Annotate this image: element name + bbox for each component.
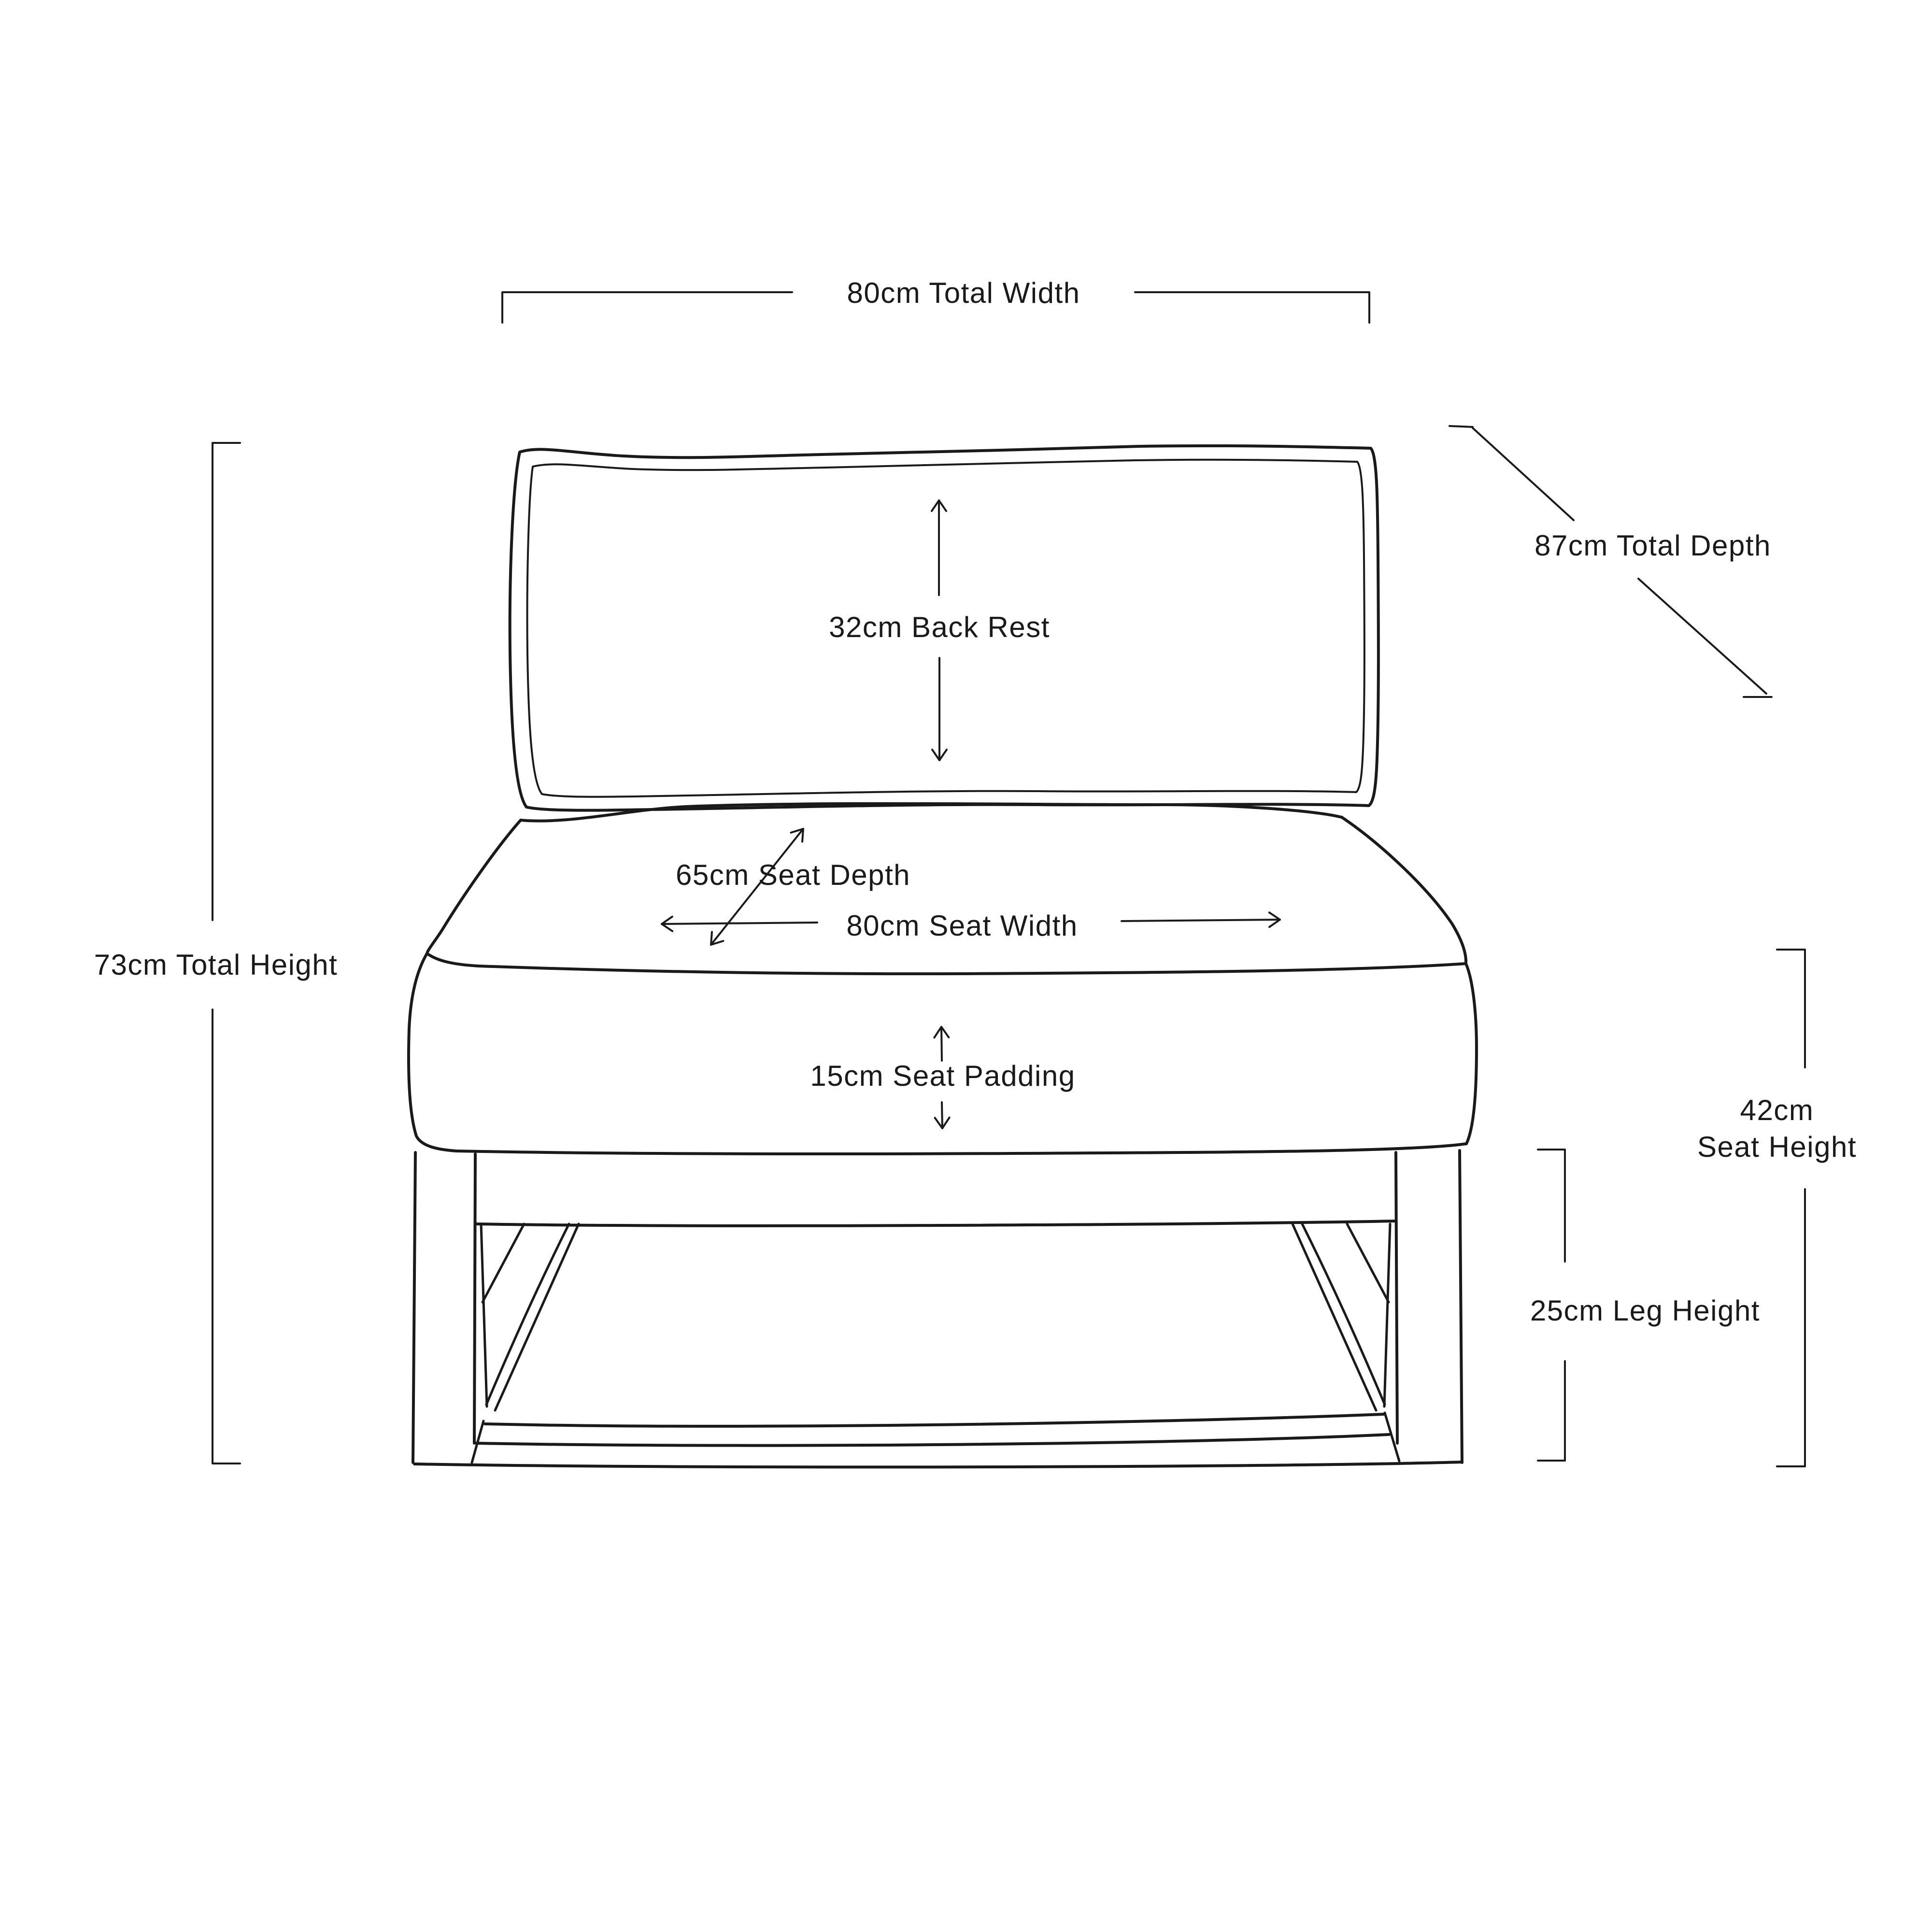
seat-padding-label: 15cm Seat Padding (810, 1060, 1076, 1092)
frame-right-post-inner (1396, 1152, 1397, 1443)
total-width-annotation (502, 277, 1369, 323)
frame-left-inner-face (481, 1224, 487, 1406)
seat-width-label: 80cm Seat Width (846, 909, 1078, 942)
total-depth-tick-top (1449, 426, 1473, 427)
leg-height-annotation (1530, 1150, 1760, 1461)
total-depth-diagonal-top (1473, 428, 1574, 520)
seat-width-arrow-left (662, 923, 817, 924)
seat-padding-arrow-up (941, 1027, 942, 1061)
back-rest-annotation (829, 500, 1050, 760)
seat-bottom-edge (456, 1144, 1466, 1154)
frame-right-post-outer (1460, 1151, 1462, 1463)
back-rest-label: 32cm Back Rest (829, 611, 1050, 643)
total-depth-annotation (1449, 426, 1772, 697)
seat-right-top-edge (1342, 817, 1466, 964)
seat-height-bracket-top (1777, 950, 1805, 1067)
frame-left-strut-a (486, 1224, 569, 1405)
total-height-label: 73cm Total Height (94, 949, 338, 981)
frame-right-strut-b (1293, 1224, 1376, 1410)
dimension-annotations (94, 277, 1857, 1466)
total-width-bracket-right (1135, 292, 1369, 323)
seat-left-top-edge (427, 820, 521, 953)
total-width-label: 80cm Total Width (847, 277, 1080, 309)
seat-width-arrow-right (1122, 920, 1280, 921)
frame-bottom-stretcher-edge (476, 1435, 1389, 1446)
seat-left-face-edge (409, 953, 456, 1151)
frame-left-strut-b (495, 1224, 579, 1410)
total-height-bracket-bottom (213, 1009, 240, 1463)
leg-height-label: 25cm Leg Height (1530, 1294, 1761, 1327)
frame-right-strut-a (1302, 1224, 1385, 1405)
seat-width-annotation (662, 909, 1280, 942)
frame-left-post-outer (413, 1152, 415, 1463)
frame-top-rail-bottom-edge (475, 1221, 1396, 1226)
seat-height-label-line2: Seat Height (1697, 1131, 1857, 1163)
frame-ground-line (414, 1462, 1462, 1467)
seat-right-face-edge (1466, 964, 1477, 1144)
frame-left-short-diagonal (483, 1224, 524, 1302)
chair-drawing (409, 446, 1477, 1467)
seat-front-top-edge (427, 953, 1466, 974)
total-height-annotation (94, 443, 338, 1463)
frame-opening-bottom-edge (485, 1414, 1383, 1426)
leg-height-bracket-top (1538, 1150, 1565, 1262)
frame-right-short-diagonal (1347, 1224, 1389, 1302)
seat-height-annotation (1697, 950, 1857, 1466)
seat-depth-label: 65cm Seat Depth (675, 859, 911, 891)
total-height-bracket-top (213, 443, 240, 920)
frame-right-inner-face (1384, 1224, 1390, 1406)
seat-padding-annotation (810, 1027, 1075, 1128)
total-depth-label: 87cm Total Depth (1534, 529, 1771, 562)
total-depth-diagonal-bottom (1638, 579, 1766, 694)
total-width-bracket-left (502, 292, 792, 323)
seat-height-label-line1: 42cm (1740, 1094, 1814, 1126)
seat-height-bracket-bottom (1777, 1189, 1805, 1466)
frame-left-post-inner (474, 1154, 475, 1443)
leg-height-bracket-bottom (1538, 1361, 1565, 1461)
